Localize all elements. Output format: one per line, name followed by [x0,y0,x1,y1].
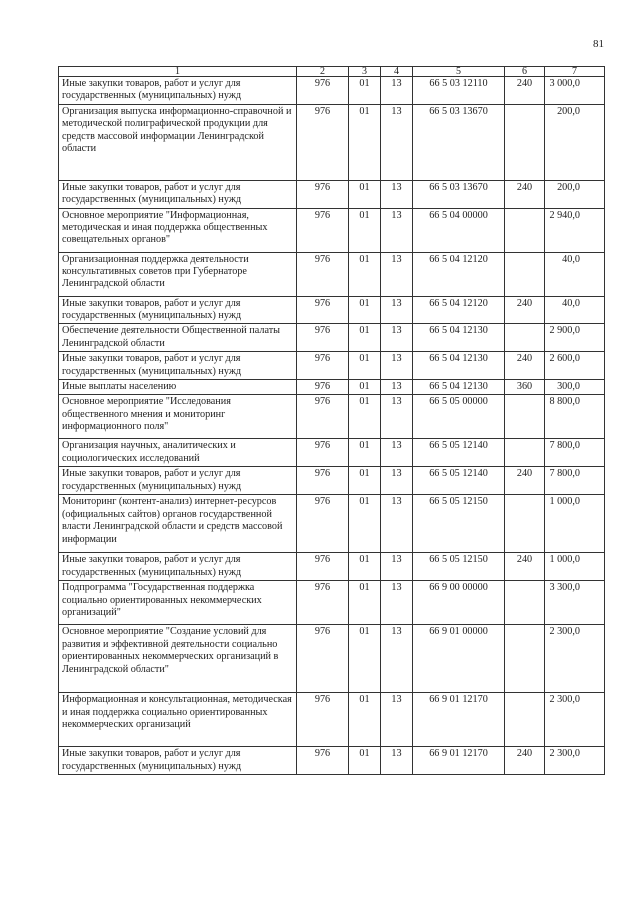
table-row [59,395,605,439]
row-expense-type-cell [505,395,545,439]
table-row [59,439,605,467]
row-name-cell: Иные закупки товаров, работ и услуг для государственных (муниципальных) нужд [59,180,297,208]
column-header: 3 [349,67,381,77]
row-expense-type-cell: 240 [505,352,545,380]
row-target-article-cell: 66 5 04 12130 [413,324,505,352]
row-subsection-cell: 13 [381,395,413,439]
row-grbs-cell: 976 [297,77,349,105]
row-subsection-cell: 13 [381,104,413,180]
row-amount-cell: 3 300,0 [545,581,605,625]
row-section-cell: 01 [349,352,381,380]
row-amount-cell: 7 800,0 [545,467,605,495]
row-section-cell: 01 [349,553,381,581]
row-target-article-cell: 66 9 01 00000 [413,625,505,693]
row-grbs-cell: 976 [297,553,349,581]
row-target-article-cell: 66 9 01 12170 [413,747,505,775]
row-name-cell: Иные закупки товаров, работ и услуг для государственных (муниципальных) нужд [59,747,297,775]
row-grbs-cell: 976 [297,208,349,252]
row-target-article-cell: 66 5 05 12140 [413,439,505,467]
row-subsection-cell: 13 [381,208,413,252]
column-header: 2 [297,67,349,77]
row-subsection-cell: 13 [381,252,413,296]
row-subsection-cell: 13 [381,625,413,693]
row-subsection-cell: 13 [381,495,413,553]
row-subsection-cell: 13 [381,352,413,380]
row-target-article-cell: 66 9 01 12170 [413,693,505,747]
row-expense-type-cell [505,252,545,296]
row-section-cell: 01 [349,439,381,467]
row-subsection-cell: 13 [381,439,413,467]
table-row [59,380,605,395]
row-grbs-cell: 976 [297,693,349,747]
column-header: 5 [413,67,505,77]
row-name-cell: Организация выпуска информационно-справочной и методической полиграфической продукции для средств массовой информации Ленинградской области [59,104,297,180]
row-expense-type-cell [505,581,545,625]
row-target-article-cell: 66 5 03 13670 [413,104,505,180]
row-name-cell: Иные закупки товаров, работ и услуг для государственных (муниципальных) нужд [59,553,297,581]
row-subsection-cell: 13 [381,553,413,581]
column-header: 1 [59,67,297,77]
table-row [59,625,605,693]
row-target-article-cell: 66 5 04 12130 [413,380,505,395]
table-row [59,581,605,625]
row-section-cell: 01 [349,296,381,324]
row-target-article-cell: 66 5 04 00000 [413,208,505,252]
row-section-cell: 01 [349,581,381,625]
table-row [59,693,605,747]
row-amount-cell: 7 800,0 [545,439,605,467]
row-subsection-cell: 13 [381,77,413,105]
row-expense-type-cell: 240 [505,553,545,581]
row-section-cell: 01 [349,324,381,352]
row-subsection-cell: 13 [381,747,413,775]
row-expense-type-cell: 240 [505,180,545,208]
row-target-article-cell: 66 5 04 12120 [413,296,505,324]
row-name-cell: Основное мероприятие "Создание условий для развития и эффективной деятельности социально ориентированных некоммерческих организаций в Ленинградской области" [59,625,297,693]
row-amount-cell: 3 000,0 [545,77,605,105]
row-subsection-cell: 13 [381,693,413,747]
row-name-cell: Иные выплаты населению [59,380,297,395]
row-name-cell: Иные закупки товаров, работ и услуг для государственных (муниципальных) нужд [59,467,297,495]
row-grbs-cell: 976 [297,324,349,352]
row-name-cell: Организация научных, аналитических и социологических исследований [59,439,297,467]
table-row [59,467,605,495]
row-subsection-cell: 13 [381,324,413,352]
row-amount-cell: 2 900,0 [545,324,605,352]
row-amount-cell: 1 000,0 [545,495,605,553]
row-subsection-cell: 13 [381,296,413,324]
row-expense-type-cell [505,495,545,553]
row-amount-cell: 8 800,0 [545,395,605,439]
row-amount-cell: 40,0 [545,252,605,296]
row-amount-cell: 200,0 [545,180,605,208]
table-row [59,180,605,208]
row-amount-cell: 2 940,0 [545,208,605,252]
row-section-cell: 01 [349,77,381,105]
table-row [59,553,605,581]
row-grbs-cell: 976 [297,625,349,693]
table-header-row [59,67,605,77]
row-expense-type-cell [505,104,545,180]
row-expense-type-cell: 240 [505,296,545,324]
row-target-article-cell: 66 9 00 00000 [413,581,505,625]
row-amount-cell: 2 300,0 [545,747,605,775]
row-grbs-cell: 976 [297,747,349,775]
row-target-article-cell: 66 5 05 00000 [413,395,505,439]
row-section-cell: 01 [349,180,381,208]
table-row [59,208,605,252]
row-expense-type-cell [505,693,545,747]
column-header: 6 [505,67,545,77]
row-name-cell: Иные закупки товаров, работ и услуг для государственных (муниципальных) нужд [59,77,297,105]
table-row [59,324,605,352]
column-header: 7 [545,67,605,77]
row-target-article-cell: 66 5 04 12120 [413,252,505,296]
row-subsection-cell: 13 [381,180,413,208]
row-name-cell: Иные закупки товаров, работ и услуг для государственных (муниципальных) нужд [59,352,297,380]
row-grbs-cell: 976 [297,395,349,439]
table-row [59,77,605,105]
row-target-article-cell: 66 5 05 12150 [413,553,505,581]
row-grbs-cell: 976 [297,296,349,324]
row-name-cell: Иные закупки товаров, работ и услуг для государственных (муниципальных) нужд [59,296,297,324]
row-name-cell: Организационная поддержка деятельности консультативных советов при Губернаторе Ленинградской области [59,252,297,296]
row-expense-type-cell: 360 [505,380,545,395]
row-amount-cell: 1 000,0 [545,553,605,581]
row-name-cell: Основное мероприятие "Исследования общественного мнения и мониторинг информационного поля" [59,395,297,439]
row-subsection-cell: 13 [381,380,413,395]
table-row [59,104,605,180]
row-amount-cell: 2 300,0 [545,625,605,693]
row-name-cell: Информационная и консультационная, методическая и иная поддержка социально ориентированных некоммерческих организаций [59,693,297,747]
table-row [59,352,605,380]
row-name-cell: Подпрограмма "Государственная поддержка социально ориентированных некоммерческих организаций" [59,581,297,625]
row-amount-cell: 300,0 [545,380,605,395]
row-section-cell: 01 [349,252,381,296]
row-amount-cell: 40,0 [545,296,605,324]
row-grbs-cell: 976 [297,352,349,380]
row-name-cell: Основное мероприятие "Информационная, методическая и иная поддержка общественных совещательных органов" [59,208,297,252]
row-section-cell: 01 [349,104,381,180]
row-section-cell: 01 [349,467,381,495]
row-section-cell: 01 [349,395,381,439]
row-target-article-cell: 66 5 05 12140 [413,467,505,495]
row-section-cell: 01 [349,495,381,553]
row-grbs-cell: 976 [297,180,349,208]
row-expense-type-cell [505,625,545,693]
row-section-cell: 01 [349,747,381,775]
row-section-cell: 01 [349,208,381,252]
row-grbs-cell: 976 [297,581,349,625]
row-expense-type-cell [505,324,545,352]
row-target-article-cell: 66 5 04 12130 [413,352,505,380]
row-expense-type-cell: 240 [505,747,545,775]
row-subsection-cell: 13 [381,581,413,625]
row-section-cell: 01 [349,625,381,693]
row-grbs-cell: 976 [297,252,349,296]
budget-table [58,66,605,775]
column-header: 4 [381,67,413,77]
row-grbs-cell: 976 [297,104,349,180]
row-grbs-cell: 976 [297,439,349,467]
row-subsection-cell: 13 [381,467,413,495]
row-expense-type-cell: 240 [505,467,545,495]
table-row [59,296,605,324]
row-grbs-cell: 976 [297,380,349,395]
row-target-article-cell: 66 5 03 12110 [413,77,505,105]
table-row [59,252,605,296]
row-expense-type-cell [505,208,545,252]
table-row [59,747,605,775]
row-target-article-cell: 66 5 03 13670 [413,180,505,208]
row-grbs-cell: 976 [297,467,349,495]
row-section-cell: 01 [349,380,381,395]
row-target-article-cell: 66 5 05 12150 [413,495,505,553]
row-amount-cell: 200,0 [545,104,605,180]
row-name-cell: Мониторинг (контент-анализ) интернет-ресурсов (официальных сайтов) органов государственной власти Ленинградской области и средств массовой информации [59,495,297,553]
table-row [59,495,605,553]
row-expense-type-cell [505,439,545,467]
row-amount-cell: 2 300,0 [545,693,605,747]
row-amount-cell: 2 600,0 [545,352,605,380]
row-grbs-cell: 976 [297,495,349,553]
row-expense-type-cell: 240 [505,77,545,105]
page-number: 81 [593,38,604,50]
row-name-cell: Обеспечение деятельности Общественной палаты Ленинградской области [59,324,297,352]
row-section-cell: 01 [349,693,381,747]
